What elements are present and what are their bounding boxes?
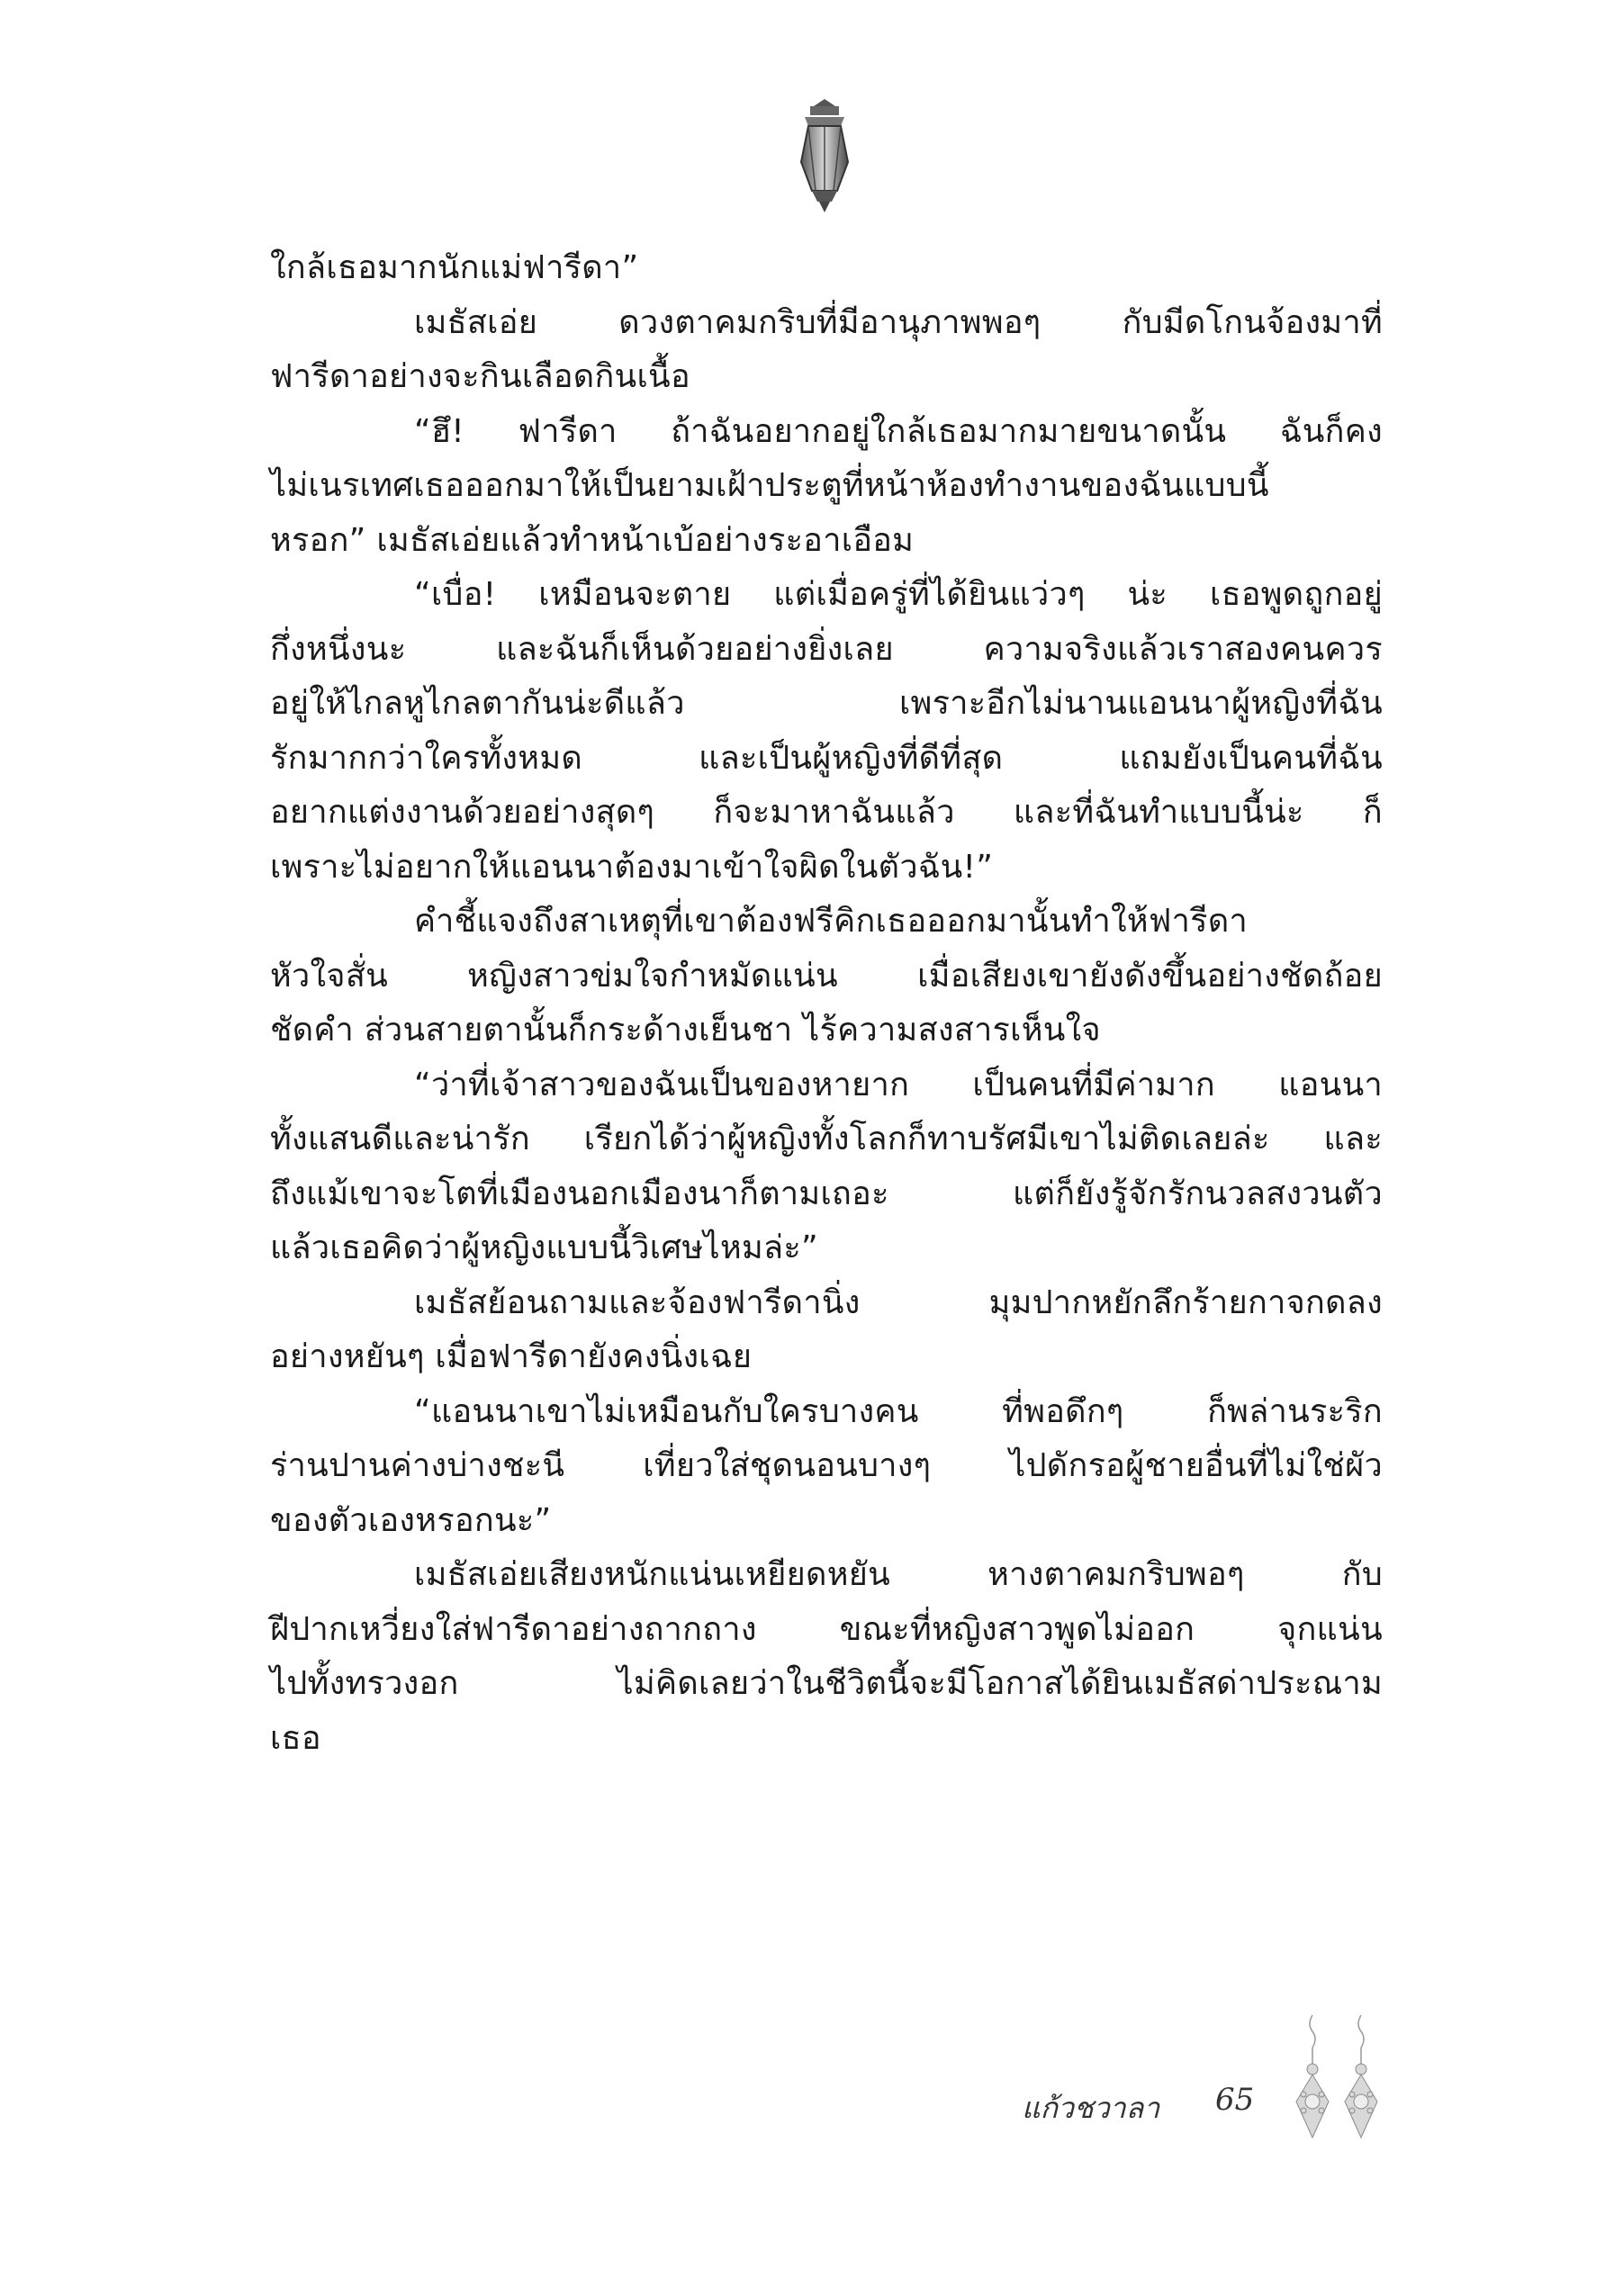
paragraph bbox=[270, 1276, 1383, 1385]
text-line: อย่างหยันๆ เมื่อฟารีดายังคงนิ่งเฉย bbox=[270, 1338, 753, 1375]
text-line: คำชี้แจงถึงสาเหตุที่เขาต้องฟรีคิกเธอออกมานั้นทำให้ฟารีดา bbox=[414, 903, 1249, 940]
paragraph bbox=[270, 241, 1383, 296]
text-line: อยู่ให้ไกลหูไกลตากันน่ะดีแล้ว เพราะอีกไม่นานแอนนาผู้หญิงที่ฉัน bbox=[270, 685, 1383, 722]
text-line: หรอก” เมธัสเอ่ยแล้วทำหน้าเบ้อย่างระอาเอือม bbox=[270, 521, 915, 559]
text-line: “เบื่อ! เหมือนจะตาย แต่เมื่อครู่ที่ได้ยินแว่วๆ น่ะ เธอพูดถูกอยู่ bbox=[414, 576, 1383, 613]
text-line: กึ่งหนึ่งนะ และฉันก็เห็นด้วยอย่างยิ่งเลย ความจริงแล้วเราสองคนควร bbox=[270, 630, 1383, 668]
text-line: เมธัสเอ่ยเสียงหนักแน่นเหยียดหยัน หางตาคมกริบพอๆ กับ bbox=[414, 1556, 1383, 1593]
paragraph bbox=[270, 1548, 1383, 1766]
lantern-icon bbox=[792, 97, 857, 214]
body-text bbox=[270, 241, 1383, 1766]
text-line: ชัดคำ ส่วนสายตานั้นก็กระด้างเย็นชา ไร้ความสงสารเห็นใจ bbox=[270, 1012, 1101, 1049]
text-line: รักมากกว่าใครทั้งหมด และเป็นผู้หญิงที่ดีที่สุด แถมยังเป็นคนที่ฉัน bbox=[270, 739, 1383, 777]
page-number: 65 bbox=[1215, 2082, 1255, 2118]
paragraph bbox=[270, 296, 1383, 405]
text-line: เพราะไม่อยากให้แอนนาต้องมาเข้าใจผิดในตัวฉัน!” bbox=[270, 848, 994, 886]
text-line: ถึงแม้เขาจะโตที่เมืองนอกเมืองนาก็ตามเถอะ แต่ก็ยังรู้จักรักนวลสงวนตัว bbox=[270, 1175, 1383, 1212]
text-line: หัวใจสั่น หญิงสาวข่มใจกำหมัดแน่น เมื่อเสียงเขายังดังขึ้นอย่างชัดถ้อย bbox=[270, 957, 1383, 995]
text-line: ฟารีดาอย่างจะกินเลือดกินเนื้อ bbox=[270, 358, 690, 395]
text-line: ทั้งแสนดีและน่ารัก เรียกได้ว่าผู้หญิงทั้งโลกก็ทาบรัศมีเขาไม่ติดเลยล่ะ และ bbox=[270, 1121, 1383, 1157]
text-line: เธอ bbox=[270, 1719, 321, 1757]
earrings-icon bbox=[1287, 2012, 1386, 2147]
text-line: ร่านปานค่างบ่างชะนี เที่ยวใส่ชุดนอนบางๆ ไปดักรอผู้ชายอื่นที่ไม่ใช่ผัว bbox=[270, 1447, 1383, 1484]
text-line: เมธัสย้อนถามและจ้องฟารีดานิ่ง มุมปากหยักลึกร้ายกาจกดลง bbox=[414, 1283, 1383, 1321]
text-line: เมธัสเอ่ย ดวงตาคมกริบที่มีอานุภาพพอๆ กับมีดโกนจ้องมาที่ bbox=[414, 303, 1383, 341]
text-line: “ว่าที่เจ้าสาวของฉันเป็นของหายาก เป็นคนที่มีค่ามาก แอนนา bbox=[414, 1066, 1383, 1103]
text-line: อยากแต่งงานด้วยอย่างสุดๆ ก็จะมาหาฉันแล้ว และที่ฉันทำแบบนี้น่ะ ก็ bbox=[270, 794, 1383, 831]
text-line: ฝีปากเหวี่ยงใส่ฟารีดาอย่างถากถาง ขณะที่หญิงสาวพูดไม่ออก จุกแน่น bbox=[270, 1610, 1383, 1648]
text-line: “แอนนาเขาไม่เหมือนกับใครบางคน ที่พอดึกๆ ก็พล่านระริก bbox=[414, 1392, 1383, 1430]
paragraph bbox=[270, 895, 1383, 1058]
text-line: ไปทั้งทรวงอก ไม่คิดเลยว่าในชีวิตนี้จะมีโอกาสได้ยินเมธัสด่าประณาม bbox=[270, 1665, 1383, 1702]
paragraph bbox=[270, 405, 1383, 569]
paragraph bbox=[270, 1058, 1383, 1276]
text-line: แล้วเธอคิดว่าผู้หญิงแบบนี้วิเศษไหมล่ะ” bbox=[270, 1229, 818, 1266]
paragraph bbox=[270, 568, 1383, 895]
text-line: ไม่เนรเทศเธอออกมาให้เป็นยามเฝ้าประตูที่หน้าห้องทำงานของฉันแบบนี้ bbox=[270, 467, 1269, 504]
text-line: “ฮึ! ฟารีดา ถ้าฉันอยากอยู่ใกล้เธอมากมายขนาดนั้น ฉันก็คง bbox=[414, 412, 1383, 450]
text-line: ใกล้เธอมากนักแม่ฟารีดา” bbox=[270, 249, 639, 286]
running-title: แก้วชวาลา bbox=[1022, 2091, 1160, 2125]
paragraph bbox=[270, 1385, 1383, 1549]
text-line: ของตัวเองหรอกนะ” bbox=[270, 1501, 552, 1539]
